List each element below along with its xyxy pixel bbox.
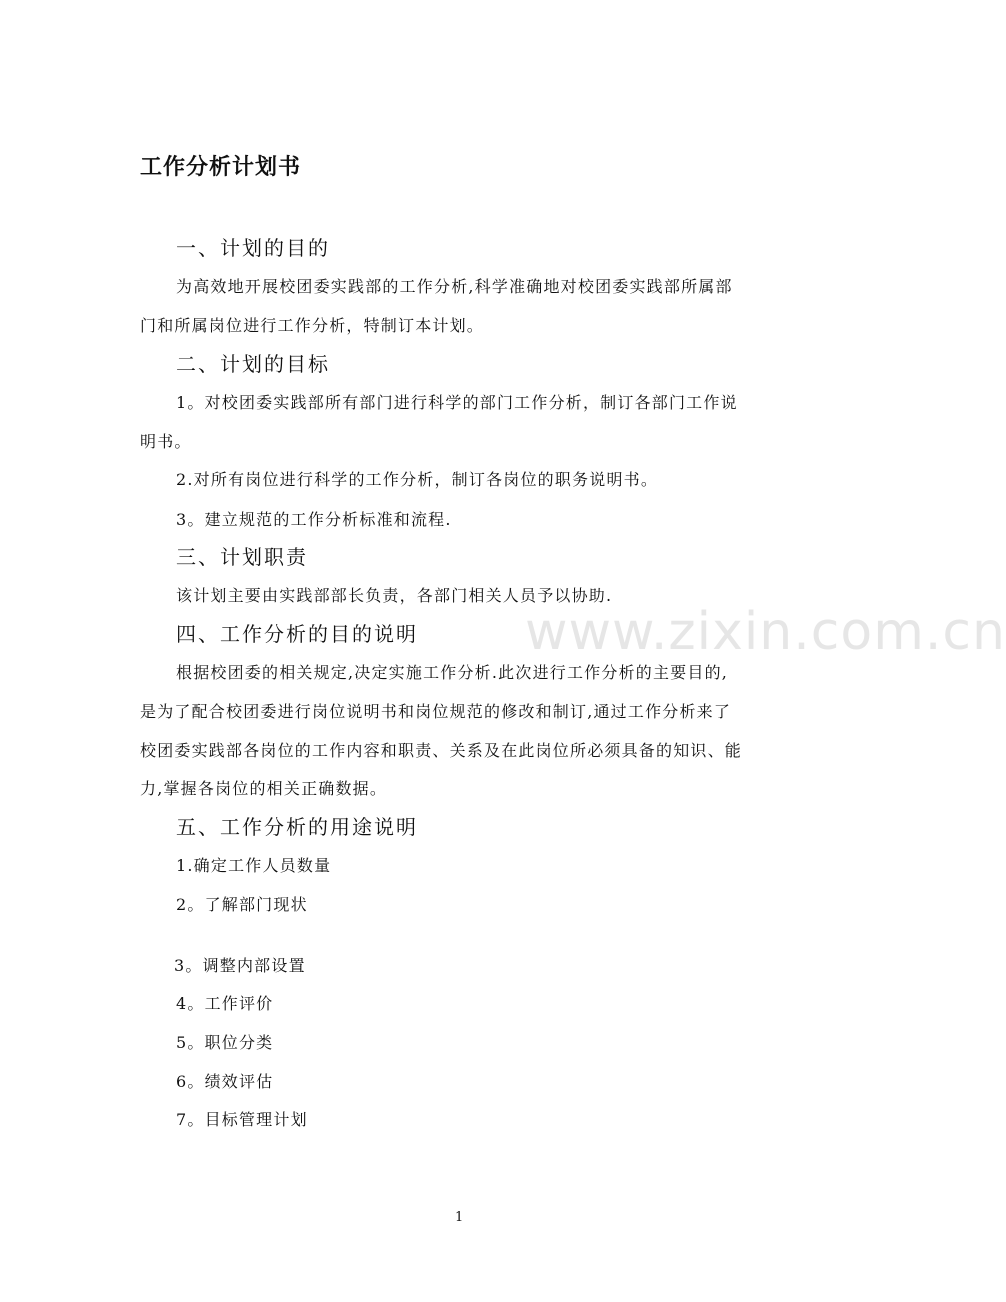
section-heading-analysis-purpose: 四、工作分析的目的说明 <box>176 622 418 646</box>
list-item: 5。职位分类 <box>176 1033 274 1052</box>
paragraph-line: 根据校团委的相关规定,决定实施工作分析.此次进行工作分析的主要目的, <box>176 663 729 682</box>
paragraph-line: 为高效地开展校团委实践部的工作分析,科学准确地对校团委实践部所属部 <box>176 277 733 296</box>
paragraph-line: 是为了配合校团委进行岗位说明书和岗位规范的修改和制订,通过工作分析来了 <box>140 702 732 721</box>
list-item: 7。目标管理计划 <box>176 1110 308 1129</box>
paragraph-line: 2.对所有岗位进行科学的工作分析，制订各岗位的职务说明书。 <box>176 470 659 489</box>
document-title: 工作分析计划书 <box>140 154 302 180</box>
watermark: www.zixin.com.cn <box>525 602 1006 662</box>
list-item: 3。调整内部设置 <box>174 956 306 975</box>
paragraph-line: 明书。 <box>140 432 192 451</box>
list-item: 2。了解部门现状 <box>176 895 308 914</box>
section-heading-responsibility: 三、计划职责 <box>176 545 308 569</box>
list-item: 6。绩效评估 <box>176 1072 274 1091</box>
paragraph-line: 门和所属岗位进行工作分析，特制订本计划。 <box>140 316 485 335</box>
section-heading-uses: 五、工作分析的用途说明 <box>176 815 418 839</box>
page-number: 1 <box>455 1210 464 1225</box>
paragraph-line: 校团委实践部各岗位的工作内容和职责、关系及在此岗位所必须具备的知识、能 <box>140 741 743 760</box>
paragraph-line: 3。建立规范的工作分析标准和流程. <box>176 510 452 529</box>
section-heading-purpose: 一、计划的目的 <box>176 236 330 260</box>
paragraph-line: 1。对校团委实践部所有部门进行科学的部门工作分析，制订各部门工作说 <box>176 393 738 412</box>
paragraph-line: 力,掌握各岗位的相关正确数据。 <box>140 779 388 798</box>
paragraph-line: 该计划主要由实践部部长负责，各部门相关人员予以协助. <box>176 586 613 605</box>
section-heading-goals: 二、计划的目标 <box>176 352 330 376</box>
list-item: 1.确定工作人员数量 <box>176 856 332 875</box>
list-item: 4。工作评价 <box>176 994 274 1013</box>
